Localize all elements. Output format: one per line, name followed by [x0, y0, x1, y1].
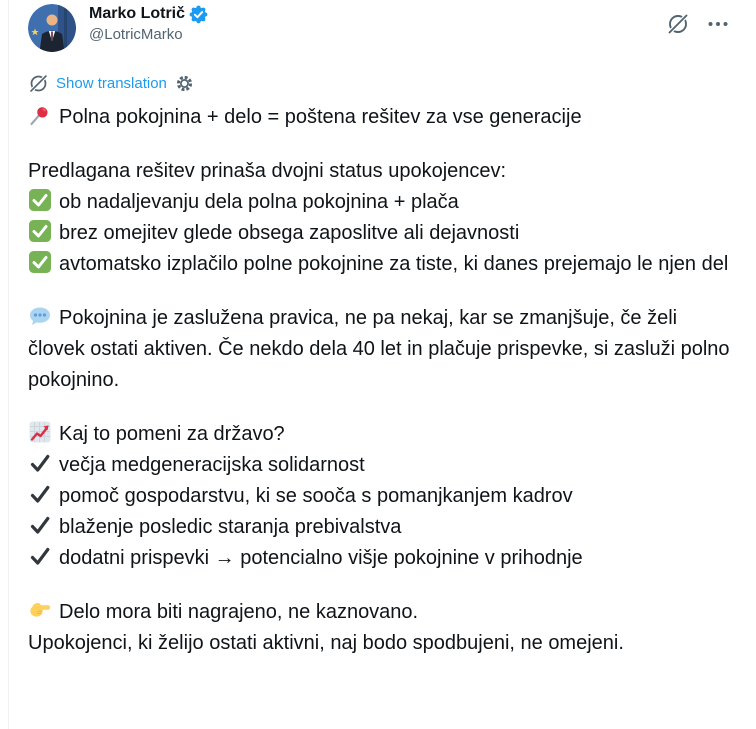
- tweet-line: [28, 543, 730, 574]
- pushpin-icon: [28, 103, 52, 127]
- tweet-text: Predlagana rešitev prinaša dvojni status upokojencev:: [28, 160, 507, 182]
- tweet-line: [28, 512, 730, 543]
- author-handle[interactable]: @LotricMarko: [89, 26, 183, 43]
- tweet-line: [28, 249, 730, 280]
- grok-icon[interactable]: [666, 12, 690, 36]
- tweet-line: [28, 307, 730, 391]
- speech-balloon-icon: [28, 304, 52, 328]
- tweet-line: [28, 218, 730, 249]
- check-mark-icon: [28, 544, 52, 568]
- tweet-text: Kaj to pomeni za državo?: [59, 423, 285, 445]
- gear-icon[interactable]: [174, 73, 195, 94]
- tweet-text: dodatni prispevki → potencialno višje pokojnine v prihodnje: [59, 547, 583, 569]
- tweet-body: [28, 102, 730, 659]
- tweet-text: brez omejitev glede obsega zaposlitve ali dejavnosti: [59, 222, 520, 244]
- green-check-box-icon: [28, 188, 52, 212]
- show-translation-link[interactable]: Show translation: [56, 74, 167, 92]
- header-actions: [666, 4, 730, 36]
- tweet-text: ob nadaljevanju dela polna pokojnina + plača: [59, 191, 459, 213]
- tweet-line: [28, 481, 730, 512]
- check-mark-icon: [28, 513, 52, 537]
- tweet-text: pomoč gospodarstvu, ki se sooča s pomanjkanjem kadrov: [59, 485, 573, 507]
- paragraph: [28, 419, 730, 574]
- green-check-box-icon: [28, 219, 52, 243]
- pointing-right-hand-icon: [28, 598, 52, 622]
- tweet-line: [28, 160, 506, 182]
- author-name-row: [89, 4, 666, 24]
- paragraph: [28, 156, 730, 280]
- tweet-text: blaženje posledic staranja prebivalstva: [59, 516, 402, 538]
- verified-badge-icon: [189, 5, 208, 24]
- tweet-line: [28, 106, 582, 128]
- tweet-text: Upokojenci, ki želijo ostati aktivni, naj bodo spodbujeni, ne omejeni.: [28, 632, 624, 654]
- tweet-line: [28, 628, 730, 659]
- author-name[interactable]: Marko Lotrič: [89, 5, 186, 22]
- check-mark-icon: [28, 482, 52, 506]
- tweet-line: [28, 419, 730, 450]
- check-mark-icon: [28, 451, 52, 475]
- tweet-line: [28, 187, 730, 218]
- paragraph: [28, 597, 730, 659]
- paragraph: [28, 303, 730, 396]
- tweet-text: Delo mora biti nagrajeno, ne kaznovano.: [59, 601, 419, 623]
- tweet-line: [28, 597, 730, 628]
- green-check-box-icon: [28, 250, 52, 274]
- chart-increasing-icon: [28, 420, 52, 444]
- author-block: [89, 4, 666, 45]
- column-border: [8, 0, 9, 729]
- paragraph: [28, 102, 730, 133]
- tweet-line: [28, 450, 730, 481]
- tweet-header: [28, 4, 730, 52]
- tweet-text: večja medgeneracijska solidarnost: [59, 454, 365, 476]
- tweet-text: Polna pokojnina + delo = poštena rešitev za vse generacije: [59, 106, 582, 128]
- tweet-text: Pokojnina je zaslužena pravica, ne pa nekaj, kar se zmanjšuje, če želi človek ostati aktiven. Če nekdo dela 40 let in plačuje prispevke, si zasluži polno pokojnino.: [28, 307, 730, 391]
- more-icon[interactable]: [706, 12, 730, 36]
- translate-row: [28, 73, 730, 94]
- avatar[interactable]: [28, 4, 76, 52]
- grok-translate-icon: [28, 73, 49, 94]
- tweet-text: avtomatsko izplačilo polne pokojnine za tiste, ki danes prejemajo le njen del: [59, 253, 729, 275]
